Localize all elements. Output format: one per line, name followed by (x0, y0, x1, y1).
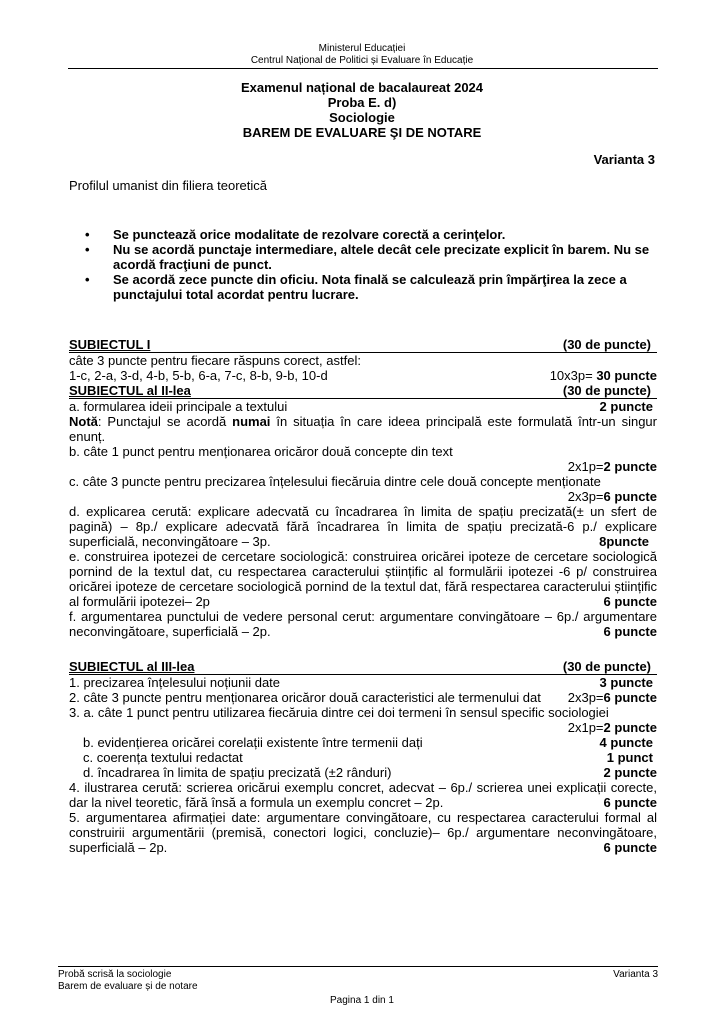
item-3c-row (69, 750, 657, 765)
footer-row-1 (58, 969, 658, 981)
subject-1-answers: 1-c, 2-a, 3-d, 4-b, 5-b, 6-a, 7-c, 8-b, 9-b, 10-d (69, 368, 328, 383)
item-4-score: 6 puncte (603, 795, 657, 810)
item-a-text: a. formularea ideii principale a textului (69, 399, 288, 414)
item-3b-row (69, 735, 657, 750)
item-5-text: 5. argumentarea afirmației date: argumentare convingătoare, cu respectarea caracterului formal al construirii argumentării (premisă, conectori logici, concluzie)– 6p./ argumentare neconvingătoare, superficială – 2p. (69, 810, 657, 855)
item-a-score: 2 puncte (599, 399, 653, 414)
item-3a-text: 3. a. câte 1 punct pentru utilizarea fiecăruia dintre cei doi termeni în sensul specific sociologiei (69, 705, 609, 720)
item-5-score: 6 puncte (603, 840, 657, 855)
item-3a-score: 2x1p=2 puncte (567, 720, 657, 735)
page-number: Pagina 1 din 1 (330, 995, 394, 1006)
subject-3-block (69, 659, 657, 855)
subject-2-points: (30 de puncte) (562, 383, 651, 398)
ministry-name: Ministerul Educației (318, 43, 406, 54)
item-b-text: b. câte 1 punct pentru menționarea oricăror două concepte din text (69, 444, 453, 459)
rule-item: • Se punctează orice modalitate de rezolvare corectă a cerinţelor. (69, 227, 657, 242)
item-2-text: 2. câte 3 puncte pentru menționarea oricăror două caracteristici ale termenului dat (69, 690, 541, 705)
item-e-text: e. construirea ipotezei de cercetare sociologică: construirea oricărei ipoteze de cercetare sociologică pornind de la textul dat, cu respectarea caracterului științific al formulării ipotezei -6 p/ construirea oricărei ipoteze de cercetare sociologică pornind de la textul dat, fără respectarea caracterului științific al formulării ipotezei– 2p (69, 549, 657, 609)
item-3c-text: c. coerența textului redactat (83, 750, 243, 765)
item-1-score: 3 puncte (599, 675, 653, 690)
item-d-text: d. explicarea cerută: explicare adecvată cu încadrarea în limita de spațiu precizată(± un sfert de pagină) – 8p./ explicare adecvată fără încadrarea în limita de spațiu precizată-6 p./ explicare superficială, neconvingătoare – 3p. (69, 504, 657, 549)
item-3d-score: 2 puncte (603, 765, 657, 780)
note-paragraph: Notă: Punctajul se acordă numai în situația în care ideea principală este formulată într-un singur enunț. (69, 414, 657, 444)
center-name: Centrul Național de Politici și Evaluare în Educație (250, 55, 474, 66)
item-3b-text: b. evidențierea oricărei corelații existente între termenii dați (83, 735, 423, 750)
item-4-text: 4. ilustrarea cerută: scrierea oricărui exemplu concret, adecvat – 6p./ scrierea unei explicații corecte, dar la nivel teoretic, fără însă a formula un exemplu concret – 2p. (69, 780, 657, 810)
item-c-text: c. câte 3 puncte pentru precizarea înțelesului fiecăruia dintre cele două concepte menționate (69, 474, 601, 489)
subject-1-score: 10x3p= 30 puncte (549, 368, 657, 383)
footer-exam: Probă scrisă la sociologie (58, 969, 172, 980)
variant-label: Varianta 3 (593, 152, 655, 167)
item-3c-score: 1 punct (606, 750, 653, 765)
subject-2-title: SUBIECTUL al II-lea (69, 383, 191, 398)
subject-3-points: (30 de puncte) (562, 659, 651, 674)
barem-title: BAREM DE EVALUARE ŞI DE NOTARE (242, 125, 482, 140)
item-3d-text: d. încadrarea în limita de spațiu precizată (±2 rânduri) (83, 765, 392, 780)
subject-2-header (69, 383, 657, 399)
subject-1-points: (30 de puncte) (562, 337, 651, 352)
item-1-row (69, 675, 657, 690)
item-3b-score: 4 puncte (599, 735, 653, 750)
subject-1-title: SUBIECTUL I (69, 337, 151, 352)
subject-1-header (69, 337, 657, 353)
item-f-score: 6 puncte (603, 624, 657, 639)
header-divider (68, 68, 658, 69)
item-3d-row (69, 765, 657, 780)
item-b-score: 2x1p=2 puncte (567, 459, 657, 474)
footer-divider (58, 966, 658, 967)
subject-1-2-block (69, 337, 657, 639)
item-f-text: f. argumentarea punctului de vedere personal cerut: argumentare convingătoare – 6p./ argumentare neconvingătoare, superficială – 2p. (69, 609, 657, 639)
footer-barem: Barem de evaluare și de notare (58, 981, 198, 992)
item-a-row (69, 399, 657, 414)
subject-3-title: SUBIECTUL al III-lea (69, 659, 195, 674)
item-2-score: 2x3p=6 puncte (567, 690, 657, 705)
item-1-text: 1. precizarea înțelesului noțiunii date (69, 675, 281, 690)
item-e-score: 6 puncte (603, 594, 657, 609)
item-2-row (69, 690, 657, 705)
subject-3-header (69, 659, 657, 675)
rule-item: • Se acordă zece puncte din oficiu. Nota finală se calculează prin împărţirea la zece a punctajului total acordat pentru lucrare. (69, 272, 657, 302)
profile-label: Profilul umanist din filiera teoretică (69, 178, 267, 193)
subject-1-answers-row (69, 368, 657, 383)
general-rules (69, 227, 657, 302)
exam-title: Examenul național de bacalaureat 2024 (240, 80, 484, 95)
rule-item: • Nu se acordă punctaje intermediare, altele decât cele precizate explicit în barem. Nu se acordă fracţiuni de punct. (69, 242, 657, 272)
item-c-score: 2x3p=6 puncte (567, 489, 657, 504)
item-d-score: 8puncte (599, 534, 649, 549)
subject-title: Sociologie (329, 110, 395, 125)
subject-1-intro: câte 3 puncte pentru fiecare răspuns corect, astfel: (69, 353, 361, 368)
proba-title: Proba E. d) (327, 95, 397, 110)
footer-variant: Varianta 3 (613, 969, 658, 980)
